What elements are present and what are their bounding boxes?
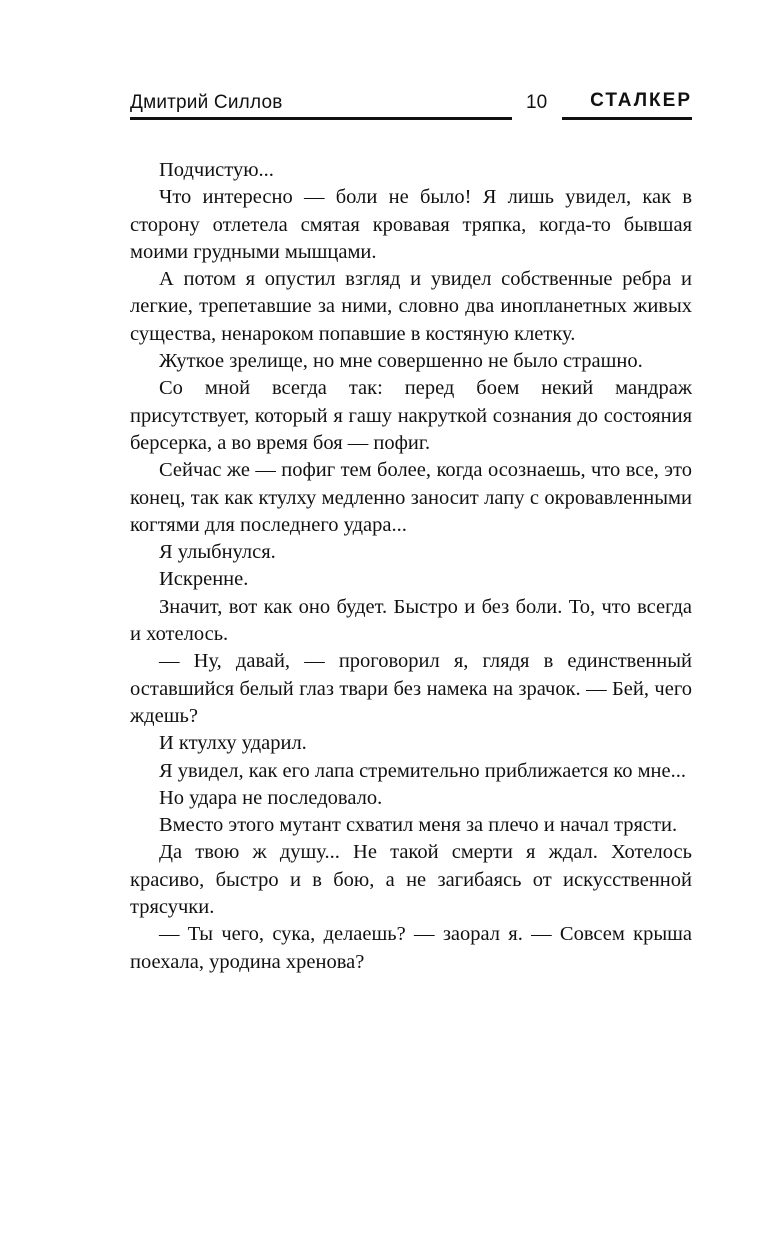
paragraph: — Ты чего, сука, делаешь? — заорал я. — Совсем крыша поехала, уродина хренова?: [130, 923, 692, 973]
running-header: [130, 90, 692, 124]
paragraph: Я улыбнулся.: [159, 541, 276, 564]
paragraph: Искренне.: [159, 568, 249, 591]
paragraph: Подчистую...: [159, 159, 274, 181]
paragraph: Со мной всегда так: перед боем некий мандраж присутствует, который я гашу накруткой сознания до состояния берсерка, а во время боя — пофиг.: [130, 377, 692, 454]
paragraph: Значит, вот как оно будет. Быстро и без боли. То, что всегда и хотелось.: [130, 595, 692, 646]
header-rule-right: [562, 117, 692, 120]
series-title: СТАЛКЕР: [590, 90, 692, 111]
paragraph: Жуткое зрелище, но мне совершенно не было страшно.: [159, 350, 643, 373]
paragraph: Но удара не последовало.: [159, 786, 383, 809]
paragraph: Я увидел, как его лапа стремительно приближается ко мне...: [159, 759, 686, 782]
author-name: Дмитрий Силлов: [130, 92, 283, 113]
paragraph: — Ну, давай, — проговорил я, глядя в единственный оставшийся белый глаз твари без намека на зрачок. — Бей, чего ждешь?: [130, 650, 692, 727]
paragraph: Да твою ж душу... Не такой смерти я ждал. Хотелось красиво, быстро и в бою, а не загибаясь от искусственной трясучки.: [130, 841, 692, 919]
paragraph: Вместо этого мутант схватил меня за плечо и начал трясти.: [159, 814, 678, 837]
paragraph: Сейчас же — пофиг тем более, когда осознаешь, что все, это конец, так как ктулху медленно заносит лапу с окровавленными когтями для последнего удара...: [130, 459, 692, 536]
body-text: [130, 157, 692, 976]
page-number: 10: [526, 92, 548, 113]
paragraph: Что интересно — боли не было! Я лишь увидел, как в сторону отлетела смятая кровавая тряпка, когда-то бывшая моими грудными мышцами.: [130, 186, 692, 263]
paragraph: А потом я опустил взгляд и увидел собственные ребра и легкие, трепетавшие за ними, словно два инопланетных живых существа, ненароком попавшие в костяную клетку.: [130, 268, 692, 345]
paragraph: И ктулху ударил.: [159, 732, 307, 755]
header-rule-left: [130, 117, 512, 120]
